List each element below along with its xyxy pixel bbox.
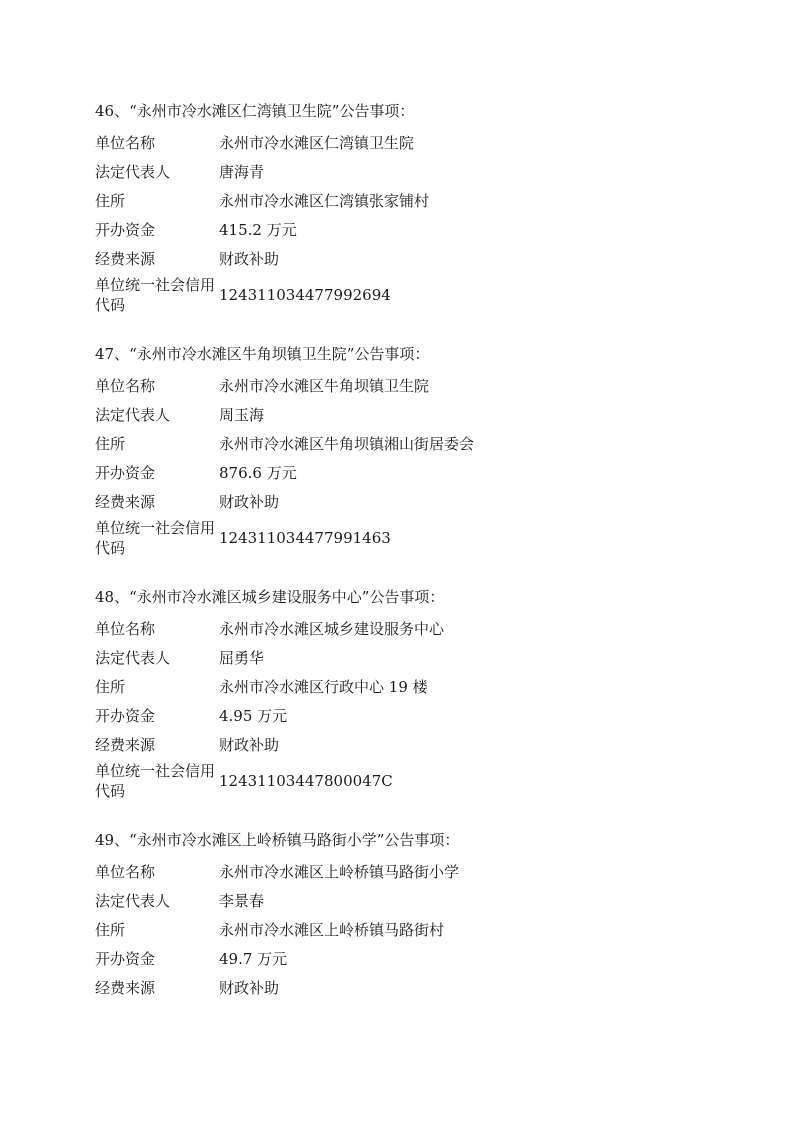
- field-label: 开办资金: [95, 706, 156, 725]
- announcement-section-48: [95, 586, 715, 803]
- field-label: 单位名称: [95, 133, 156, 152]
- field-label: 住所: [95, 920, 126, 939]
- field-row-funding-source: [95, 487, 715, 516]
- field-label: 经费来源: [95, 978, 156, 997]
- field-value: 124311034477991463: [219, 529, 391, 547]
- field-value: 49.7 万元: [219, 949, 288, 968]
- field-row-unit-name: [95, 614, 715, 643]
- field-label: 法定代表人: [95, 162, 171, 181]
- field-value: 永州市冷水滩区牛角坝镇卫生院: [219, 376, 430, 395]
- field-value: 永州市冷水滩区上岭桥镇马路街小学: [219, 862, 460, 881]
- field-row-unit-name: [95, 857, 715, 886]
- section-title: 46、“永州市冷水滩区仁湾镇卫生院”公告事项：: [95, 102, 415, 120]
- announcement-section-46: [95, 100, 715, 317]
- field-label: 经费来源: [95, 735, 156, 754]
- field-row-address: [95, 915, 715, 944]
- field-value: 财政补助: [219, 249, 280, 268]
- field-label: 开办资金: [95, 463, 156, 482]
- field-label: 开办资金: [95, 949, 156, 968]
- field-row-capital: [95, 458, 715, 487]
- field-value: 永州市冷水滩区行政中心 19 楼: [219, 677, 428, 696]
- field-label: 单位名称: [95, 376, 156, 395]
- field-value: 4.95 万元: [219, 706, 288, 725]
- field-value: 永州市冷水滩区城乡建设服务中心: [219, 619, 445, 638]
- field-value: 永州市冷水滩区仁湾镇卫生院: [219, 133, 415, 152]
- field-row-address: [95, 186, 715, 215]
- field-row-credit-code: [95, 516, 715, 560]
- field-value: 永州市冷水滩区牛角坝镇湘山街居委会: [219, 434, 475, 453]
- field-value: 唐海青: [219, 162, 265, 181]
- field-value: 永州市冷水滩区上岭桥镇马路街村: [219, 920, 445, 939]
- field-row-address: [95, 672, 715, 701]
- section-title: 49、“永州市冷水滩区上岭桥镇马路街小学”公告事项：: [95, 831, 460, 849]
- field-label: 法定代表人: [95, 405, 171, 424]
- field-row-capital: [95, 215, 715, 244]
- field-row-funding-source: [95, 244, 715, 273]
- field-row-funding-source: [95, 730, 715, 759]
- field-row-legal-representative: [95, 157, 715, 186]
- field-label: 单位统一社会信用代码: [95, 762, 216, 800]
- field-row-legal-representative: [95, 400, 715, 429]
- field-value: 财政补助: [219, 978, 280, 997]
- field-row-unit-name: [95, 128, 715, 157]
- field-label: 住所: [95, 191, 126, 210]
- field-value: 李景春: [219, 891, 265, 910]
- field-row-address: [95, 429, 715, 458]
- field-value: 124311034477992694: [219, 286, 391, 304]
- announcement-section-49: [95, 829, 715, 1002]
- field-label: 住所: [95, 677, 126, 696]
- field-value: 415.2 万元: [219, 220, 297, 239]
- field-value: 财政补助: [219, 492, 280, 511]
- field-row-capital: [95, 701, 715, 730]
- field-label: 单位统一社会信用代码: [95, 276, 216, 314]
- field-row-legal-representative: [95, 886, 715, 915]
- field-row-funding-source: [95, 973, 715, 1002]
- field-label: 经费来源: [95, 492, 156, 511]
- field-label: 法定代表人: [95, 648, 171, 667]
- field-value: 屈勇华: [219, 648, 265, 667]
- field-value: 财政补助: [219, 735, 280, 754]
- field-value: 12431103447800047C: [219, 772, 393, 790]
- field-label: 开办资金: [95, 220, 156, 239]
- field-row-capital: [95, 944, 715, 973]
- field-label: 法定代表人: [95, 891, 171, 910]
- field-row-credit-code: [95, 273, 715, 317]
- field-label: 住所: [95, 434, 126, 453]
- field-row-unit-name: [95, 371, 715, 400]
- field-label: 经费来源: [95, 249, 156, 268]
- section-title: 48、“永州市冷水滩区城乡建设服务中心”公告事项：: [95, 588, 445, 606]
- section-title: 47、“永州市冷水滩区牛角坝镇卫生院”公告事项：: [95, 345, 430, 363]
- field-value: 永州市冷水滩区仁湾镇张家铺村: [219, 191, 430, 210]
- announcement-section-47: [95, 343, 715, 560]
- field-value: 876.6 万元: [219, 463, 297, 482]
- field-row-credit-code: [95, 759, 715, 803]
- field-row-legal-representative: [95, 643, 715, 672]
- field-value: 周玉海: [219, 405, 265, 424]
- field-label: 单位名称: [95, 619, 156, 638]
- field-label: 单位名称: [95, 862, 156, 881]
- field-label: 单位统一社会信用代码: [95, 519, 216, 557]
